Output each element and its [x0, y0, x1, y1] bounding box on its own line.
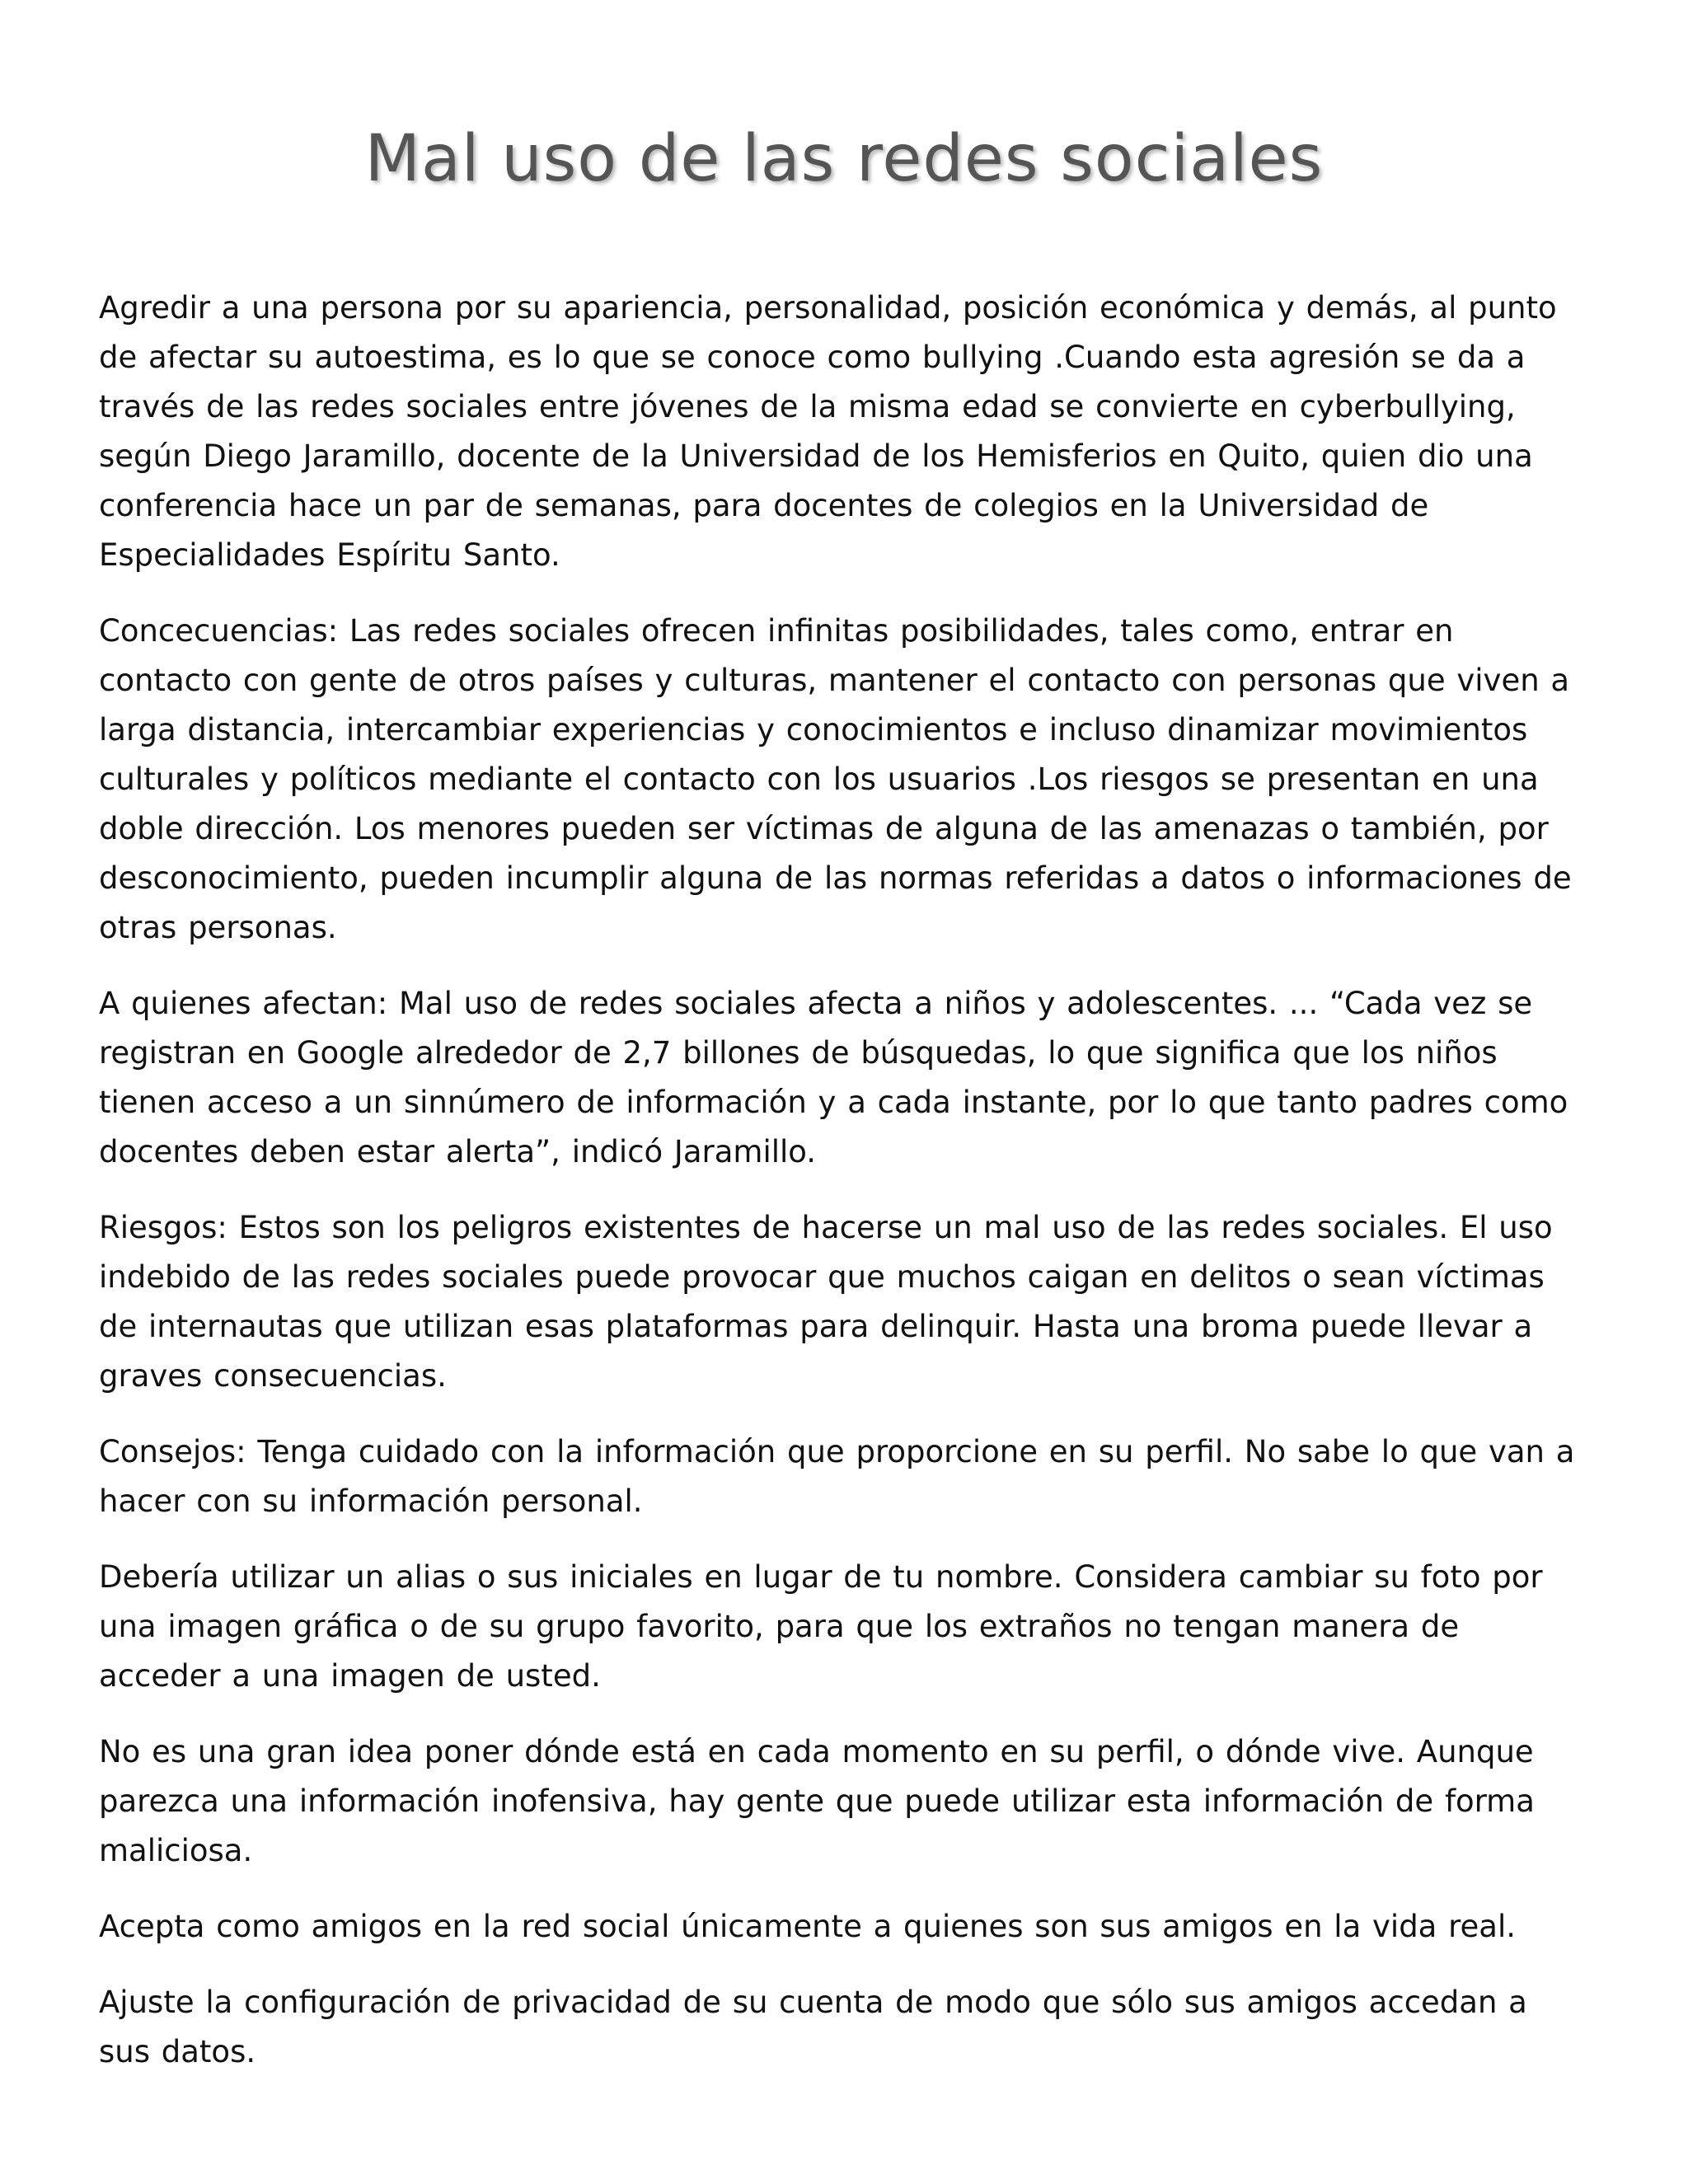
paragraph-amigos: Acepta como amigos en la red social únicamente a quienes son sus amigos en la vida real. [99, 1909, 1516, 1944]
paragraph-alias: Debería utilizar un alias o sus iniciales en lugar de tu nombre. Considera cambiar su foto por una imagen gráfica o de su grupo favorito, para que los extraños no tengan manera de acceder a una imagen de usted. [99, 1559, 1543, 1694]
paragraph-privacidad: Ajuste la configuración de privacidad de su cuenta de modo que sólo sus amigos accedan a sus datos. [99, 1985, 1527, 2069]
paragraph-consecuencias: Concecuencias: Las redes sociales ofrecen infinitas posibilidades, tales como, entrar en contacto con gente de otros países y culturas, mantener el contacto con personas que viven a larga distancia, intercambiar experiencias y conocimientos e incluso dinamizar movimientos culturales y políticos mediante el contacto con los usuarios .Los riesgos se presentan en una doble dirección. Los menores pueden ser víctimas de alguna de las amenazas o también, por desconocimiento, pueden incumplir alguna de las normas referidas a datos o informaciones de otras personas. [99, 613, 1572, 945]
paragraph-ubicacion: No es una gran idea poner dónde está en cada momento en su perfil, o dónde vive. Aunque parezca una información inofensiva, hay gente que puede utilizar esta información de forma maliciosa. [99, 1734, 1535, 1868]
paragraph-a-quienes-afectan: A quienes afectan: Mal uso de redes sociales afecta a niños y adolescentes. ... “Cada vez se registran en Google alrededor de 2,7 billones de búsquedas, lo que significa que los niños tienen acceso a un sinnúmero de información y a cada instante, por lo que tanto padres como docentes deben estar alerta”, indicó Jaramillo. [99, 986, 1568, 1169]
paragraph-bullying-definition: Agredir a una persona por su apariencia, personalidad, posición económica y demás, al punto de afectar su autoestima, es lo que se conoce como bullying .Cuando esta agresión se da a través de las redes sociales entre jóvenes de la misma edad se convierte en cyberbullying, según Diego Jaramillo, docente de la Universidad de los Hemisferios en Quito, quien dio una conferencia hace un par de semanas, para docentes de colegios en la Universidad de Especialidades Espíritu Santo. [99, 290, 1557, 573]
paragraph-riesgos: Riesgos: Estos son los peligros existentes de hacerse un mal uso de las redes sociales. El uso indebido de las redes sociales puede provocar que muchos caigan en delitos o sean víctimas de internautas que utilizan esas plataformas para delinquir. Hasta una broma puede llevar a graves consecuencias. [99, 1210, 1553, 1394]
document-body [99, 284, 1582, 2103]
document-title: Mal uso de las redes sociales [364, 122, 1324, 196]
paragraph-consejos: Consejos: Tenga cuidado con la información que proporcione en su perfil. No sabe lo que van a hacer con su información personal. [99, 1434, 1575, 1519]
